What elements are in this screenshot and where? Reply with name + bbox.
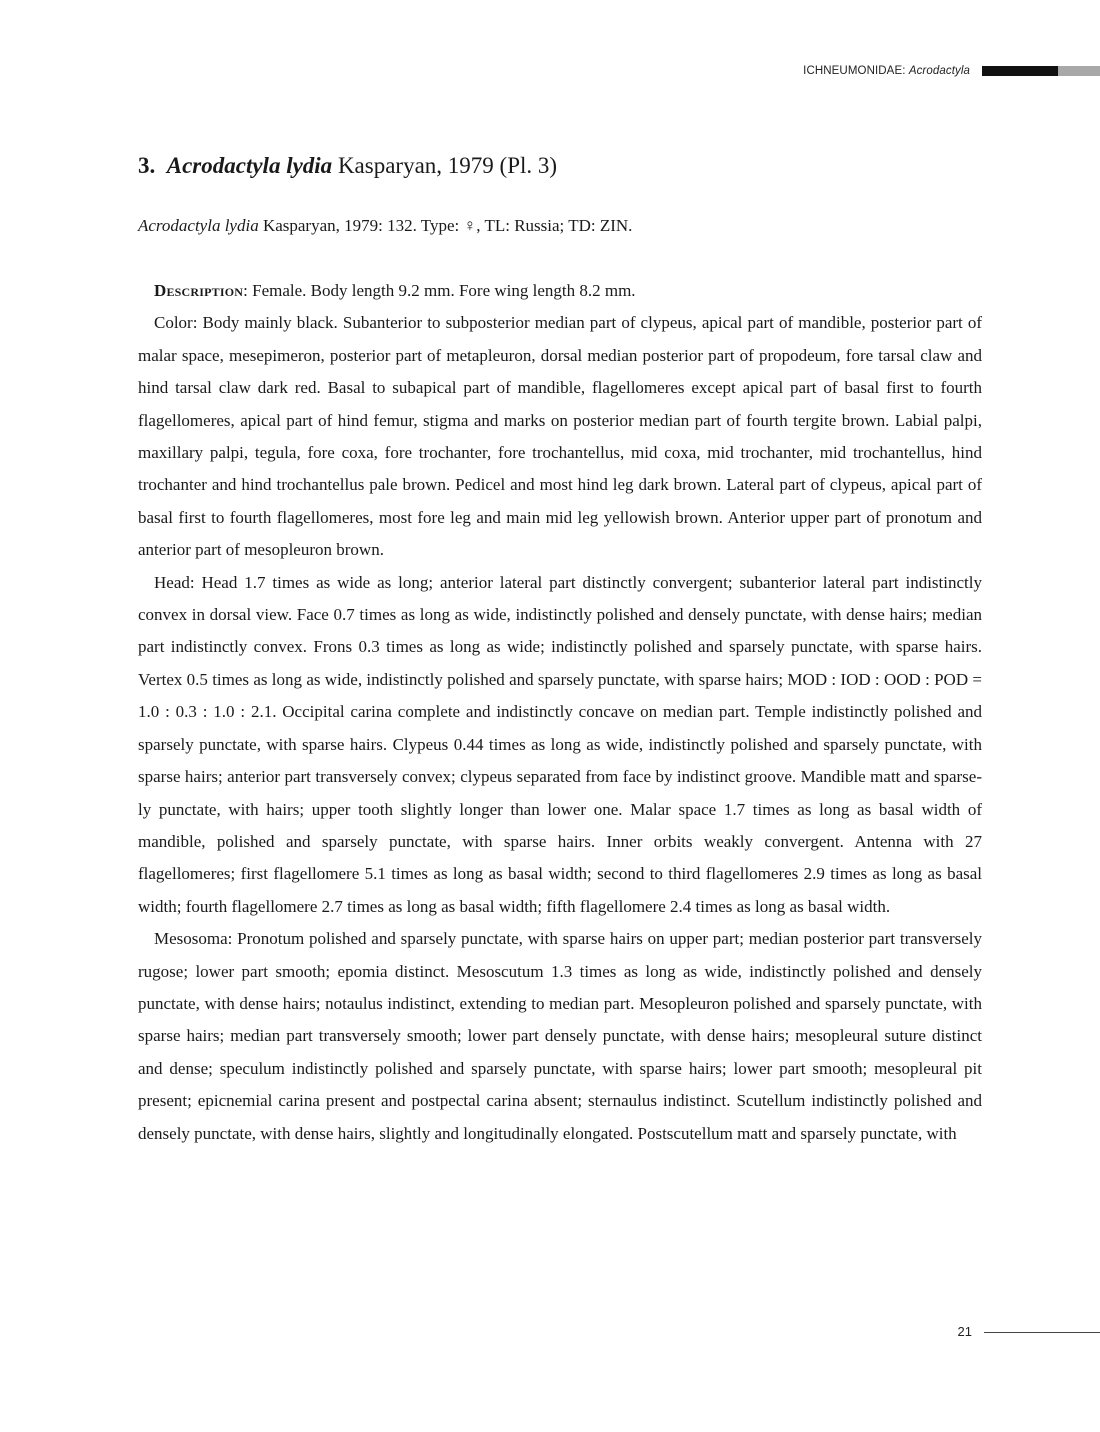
description-label: Description: [154, 281, 244, 300]
running-header-text: [803, 64, 970, 78]
description-intro: : Female. Body length 9.2 mm. Fore wing length 8.2 mm.: [243, 281, 636, 300]
header-dark-bar: [982, 66, 1058, 76]
running-header-genus: Acrodactyla: [908, 65, 970, 77]
header-gray-bar: [1058, 66, 1100, 76]
description-intro-paragraph: [138, 275, 982, 307]
mesosoma-paragraph: Mesosoma: Pronotum polished and sparsely punctate, with sparse hairs on upper part; median posterior part transversely rugose; lower part smooth; epomia distinct. Mesoscutum 1.3 times as long as wide, indistinctly polished and densely punctate, with dense hairs; notaulus indistinct, extending to median part. Mesopleuron polished and sparsely punctate, with sparse hairs; median part transversely smooth; lower part densely punctate, with dense hairs; mesopleural suture distinct and dense; speculum indistinctly polished and sparsely punctate, with sparse hairs; lower part smooth; mesopleural pit present; epicnemial carina present and postpectal carina absent; sternaulus indistinct. Scutellum indistinctly polished and densely punctate, with dense hairs, slightly and longitudinally elongated. Postscutellum matt and sparsely punctate, with: [138, 929, 982, 1143]
running-header: [0, 64, 1100, 80]
main-content: [138, 146, 982, 1150]
color-paragraph: Color: Body mainly black. Subanterior to subposterior median part of clypeus, apical part of mandible, posterior part of malar space, mesepimeron, posterior part of metapleuron, dorsal median posterior part of propodeum, fore tarsal claw and hind tarsal claw dark red. Basal to subapical part of mandible, flagellomeres except apical part of basal first to fourth flagellomeres, apical part of hind femur, stigma and marks on posterior median part of fourth tergite brown. Labial palpi, maxillary palpi, tegula, fore coxa, fore trochanter, fore trochantellus, mid coxa, mid trochanter, mid trochantellus, hind trochanter and hind trochantellus pale brown. Pedicel and most hind leg dark brown. Lateral part of clypeus, apical part of basal first to fourth flagellomeres, most fore leg and main mid leg yellowish brown. Anterior upper part of pronotum and anterior part of mesopleuron brown.: [138, 313, 982, 560]
page-footer: [0, 1324, 1100, 1342]
species-plate: (Pl. 3): [499, 153, 558, 178]
species-author-year: Kasparyan, 1979: [337, 153, 494, 178]
description-section: [138, 275, 982, 1150]
running-header-family: ICHNEUMONIDAE:: [803, 65, 906, 77]
synonymy-name: Acrodactyla lydia: [138, 216, 259, 235]
species-number: 3.: [138, 153, 156, 178]
species-heading: [138, 146, 982, 186]
species-binomial: Acrodactyla lydia: [166, 153, 333, 178]
head-paragraph: Head: Head 1.7 times as wide as long; anterior lateral part distinctly convergent; subanterior lateral part indistinctly convex in dorsal view. Face 0.7 times as long as wide, indistinctly polished and densely punctate, with dense hairs; median part indistinctly convex. Frons 0.3 times as long as wide; indistinctly polished and sparsely punctate, with sparse hairs. Vertex 0.5 times as long as wide, indistinctly polished and sparsely punctate, with sparse hairs; MOD : IOD : OOD : POD = 1.0 : 0.3 : 1.0 : 2.1. Occipital carina complete and indistinctly concave on median part. Temple indistinctly polished and sparsely punctate, with sparse hairs. Clypeus 0.44 times as long as wide, indistinctly polished and sparsely punctate, with sparse hairs; anterior part transversely convex; clypeus separated from face by indistinct groove. Mandible matt and sparsely punctate, with hairs; upper tooth slightly longer than lower one. Malar space 1.7 times as long as basal width of mandible, polished and sparsely punctate, with sparse hairs. Inner orbits weakly convergent. Antenna with 27 flagellomeres; first flagellomere 5.1 times as long as basal width; second to third flagellomeres 2.9 times as long as basal width; fourth flagellomere 2.7 times as long as basal width; fifth flagellomere 2.4 times as long as basal width.: [138, 572, 982, 916]
synonymy-citation: Kasparyan, 1979: 132. Type: ♀, TL: Russia; TD: ZIN.: [262, 216, 633, 235]
page-number: 21: [957, 1324, 972, 1339]
synonymy-line: [138, 210, 982, 242]
footer-rule: [984, 1332, 1100, 1333]
